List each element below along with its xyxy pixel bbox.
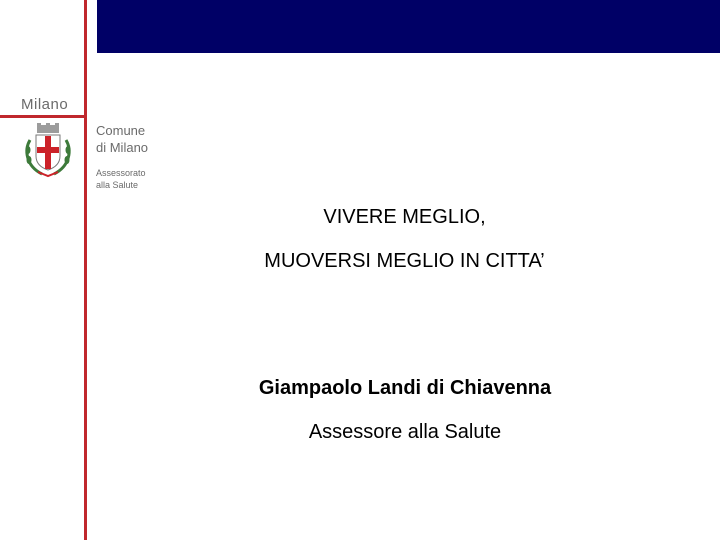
org-name-line1: Comune xyxy=(96,123,146,138)
milan-coat-of-arms-icon xyxy=(20,122,76,180)
city-logo-text: Milano xyxy=(21,96,69,113)
header-band xyxy=(97,0,720,53)
department-line1: Assessorato xyxy=(96,168,146,178)
vertical-divider xyxy=(84,0,87,540)
slide-title-line1: VIVERE MEGLIO, xyxy=(323,206,486,228)
department-line2: alla Salute xyxy=(96,180,139,190)
slide-title-line2: MUOVERSI MEGLIO IN CITTA’ xyxy=(264,250,545,272)
horizontal-divider xyxy=(0,115,84,118)
speaker-role: Assessore alla Salute xyxy=(308,421,502,443)
org-name-line2: di Milano xyxy=(96,140,149,155)
speaker-name: Giampaolo Landi di Chiavenna xyxy=(258,377,552,399)
